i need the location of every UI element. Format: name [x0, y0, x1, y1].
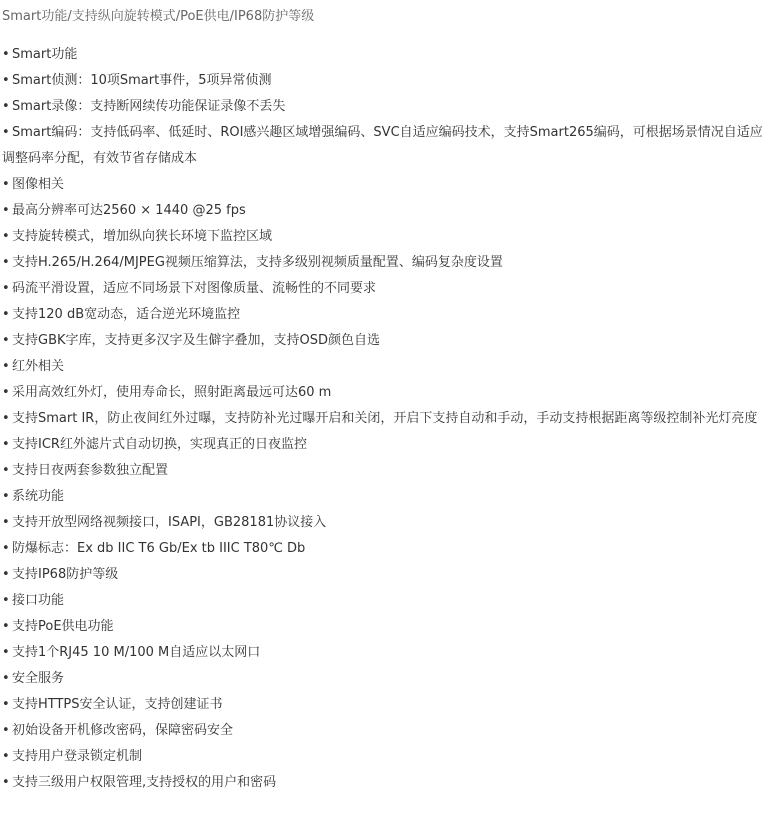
- feature-text: 支持120 dB宽动态，适合逆光环境监控: [12, 307, 241, 322]
- bullet-icon: •: [2, 203, 10, 218]
- feature-text: Smart录像：支持断网续传功能保证录像不丢失: [12, 99, 286, 114]
- feature-list-item: [2, 68, 766, 94]
- bullet-icon: •: [2, 99, 10, 114]
- feature-list: [2, 42, 766, 796]
- bullet-icon: •: [2, 515, 10, 530]
- feature-text: 系统功能: [12, 489, 65, 504]
- feature-list-item: [2, 354, 766, 380]
- bullet-icon: •: [2, 489, 10, 504]
- feature-list-item: [2, 250, 766, 276]
- bullet-icon: •: [2, 385, 10, 400]
- bullet-icon: •: [2, 359, 10, 374]
- feature-text: Smart功能: [12, 47, 78, 62]
- feature-list-item: [2, 536, 766, 562]
- feature-text: 安全服务: [12, 671, 65, 686]
- bullet-icon: •: [2, 775, 10, 790]
- feature-text: 接口功能: [12, 593, 65, 608]
- feature-text: 图像相关: [12, 177, 65, 192]
- bullet-icon: •: [2, 437, 10, 452]
- feature-text: 初始设备开机修改密码，保障密码安全: [12, 723, 234, 738]
- feature-list-item: [2, 692, 766, 718]
- bullet-icon: •: [2, 281, 10, 296]
- feature-text: 支持开放型网络视频接口，ISAPI，GB28181协议接入: [12, 515, 327, 530]
- bullet-icon: •: [2, 307, 10, 322]
- bullet-icon: •: [2, 671, 10, 686]
- bullet-icon: •: [2, 125, 10, 140]
- bullet-icon: •: [2, 229, 10, 244]
- bullet-icon: •: [2, 749, 10, 764]
- bullet-icon: •: [2, 593, 10, 608]
- feature-list-item: [2, 302, 766, 328]
- feature-list-item: [2, 406, 766, 432]
- bullet-icon: •: [2, 723, 10, 738]
- feature-text: 支持日夜两套参数独立配置: [12, 463, 169, 478]
- feature-list-item: [2, 770, 766, 796]
- feature-text: 支持IP68防护等级: [12, 567, 119, 582]
- bullet-icon: •: [2, 73, 10, 88]
- feature-list-item: [2, 744, 766, 770]
- feature-list-item: [2, 42, 766, 68]
- bullet-icon: •: [2, 47, 10, 62]
- feature-list-item: [2, 484, 766, 510]
- feature-list-item: [2, 666, 766, 692]
- feature-list-item: [2, 432, 766, 458]
- bullet-icon: •: [2, 177, 10, 192]
- feature-text: 红外相关: [12, 359, 65, 374]
- bullet-icon: •: [2, 411, 10, 426]
- feature-list-item: [2, 276, 766, 302]
- bullet-icon: •: [2, 333, 10, 348]
- feature-text: Smart侦测：10项Smart事件，5项异常侦测: [12, 73, 272, 88]
- feature-text: 支持GBK字库，支持更多汉字及生僻字叠加，支持OSD颜色自选: [12, 333, 381, 348]
- bullet-icon: •: [2, 463, 10, 478]
- feature-text: 最高分辨率可达2560 × 1440 @25 fps: [12, 203, 246, 218]
- feature-list-item: [2, 198, 766, 224]
- feature-list-item: [2, 120, 766, 172]
- bullet-icon: •: [2, 567, 10, 582]
- feature-text: 支持Smart IR，防止夜间红外过曝，支持防补光过曝开启和关闭，开启下支持自动和手动，手动支持根据距离等级控制补光灯亮度: [12, 411, 758, 426]
- bullet-icon: •: [2, 255, 10, 270]
- feature-text: 支持H.265/H.264/MJPEG视频压缩算法，支持多级别视频质量配置、编码复杂度设置: [12, 255, 503, 270]
- feature-text: 支持三级用户权限管理,支持授权的用户和密码: [12, 775, 277, 790]
- feature-list-item: [2, 614, 766, 640]
- feature-list-item: [2, 510, 766, 536]
- feature-list-item: [2, 94, 766, 120]
- bullet-icon: •: [2, 541, 10, 556]
- page-heading: Smart功能/支持纵向旋转模式/PoE供电/IP68防护等级: [2, 9, 315, 24]
- feature-list-item: [2, 640, 766, 666]
- feature-text: 支持HTTPS安全认证，支持创建证书: [12, 697, 223, 712]
- feature-text: 支持用户登录锁定机制: [12, 749, 143, 764]
- bullet-icon: •: [2, 697, 10, 712]
- feature-list-item: [2, 380, 766, 406]
- feature-text: 采用高效红外灯，使用寿命长，照射距离最远可达60 m: [12, 385, 332, 400]
- feature-text: 码流平滑设置，适应不同场景下对图像质量、流畅性的不同要求: [12, 281, 377, 296]
- feature-list-item: [2, 172, 766, 198]
- feature-text: 支持PoE供电功能: [12, 619, 114, 634]
- bullet-icon: •: [2, 619, 10, 634]
- feature-list-item: [2, 562, 766, 588]
- feature-text: 防爆标志：Ex db IIC T6 Gb/Ex tb IIIC T80℃ Db: [12, 541, 306, 556]
- feature-list-item: [2, 328, 766, 354]
- feature-list-item: [2, 224, 766, 250]
- feature-list-item: [2, 588, 766, 614]
- bullet-icon: •: [2, 645, 10, 660]
- feature-text: Smart编码：支持低码率、低延时、ROI感兴趣区域增强编码、SVC自适应编码技术，支持Smart265编码，可根据场景情况自适应调整码率分配，有效节省存储成本: [2, 125, 763, 166]
- feature-text: 支持ICR红外滤片式自动切换，实现真正的日夜监控: [12, 437, 307, 452]
- feature-list-item: [2, 458, 766, 484]
- feature-text: 支持1个RJ45 10 M/100 M自适应以太网口: [12, 645, 261, 660]
- feature-text: 支持旋转模式，增加纵向狭长环境下监控区域: [12, 229, 273, 244]
- feature-list-item: [2, 718, 766, 744]
